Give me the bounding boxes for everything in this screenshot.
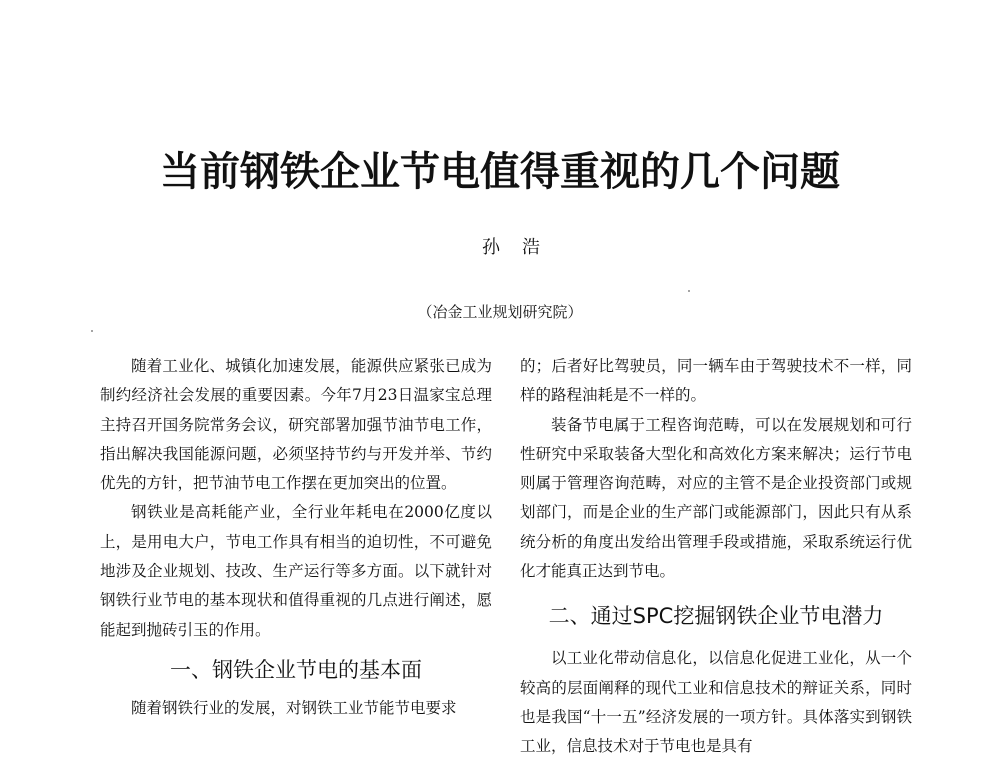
intro-paragraph: 随着工业化、城镇化加速发展，能源供应紧张已成为制约经济社会发展的重要因素。今年7月23日温家宝总理主持召开国务院常务会议，研究部署加强节油节电工作，指出解决我国能源问题，必须坚持节约与开发并举、节约优先的方针，把节油节电工作摆在更加突出的位置。 [100, 357, 492, 493]
section-2-paragraph: 以工业化带动信息化，以信息化促进工业化，从一个较高的层面阐释的现代工业和信息技术的辩证关系，同时也是我国“十一五”经济发展的一项方针。具体落实到钢铁工业，信息技术对于节电也是具有 [520, 649, 912, 756]
article-affiliation: （冶金工业规划研究院） [417, 303, 583, 321]
scan-speck [688, 290, 690, 292]
intro-paragraph: 钢铁业是高耗能产业，全行业年耗电在2000亿度以上，是用电大户，节电工作具有相当的迫切性，不可避免地涉及企业规划、技改、生产运行等多方面。以下就针对钢铁行业节电的基本现状和值得重视的几点进行阐述，愿能起到抛砖引玉的作用。 [100, 503, 492, 639]
section-1-paragraph: 随着钢铁行业的发展，对钢铁工业节能节电要求 [131, 698, 457, 717]
continued-paragraph: 的；后者好比驾驶员，同一辆车由于驾驶技术不一样，同样的路程油耗是不一样的。 [520, 357, 912, 405]
section-heading-2: 二、通过SPC挖掘钢铁企业节电潜力 [548, 604, 884, 629]
section-heading-1: 一、钢铁企业节电的基本面 [170, 657, 422, 682]
left-column [100, 352, 492, 723]
body-paragraph: 装备节电属于工程咨询范畴，可以在发展规划和可行性研究中采取装备大型化和高效化方案来解决；运行节电则属于管理咨询范畴，对应的主管不是企业投资部门或规划部门，而是企业的生产部门或能源部门，因此只有从系统分析的角度出发给出管理手段或措施，采取系统运行优化才能真正达到节电。 [520, 415, 912, 581]
right-column [520, 352, 912, 760]
article-title: 当前钢铁企业节电值得重视的几个问题 [160, 149, 840, 195]
article-author: 孙浩 [482, 237, 562, 258]
scan-speck [91, 330, 93, 332]
